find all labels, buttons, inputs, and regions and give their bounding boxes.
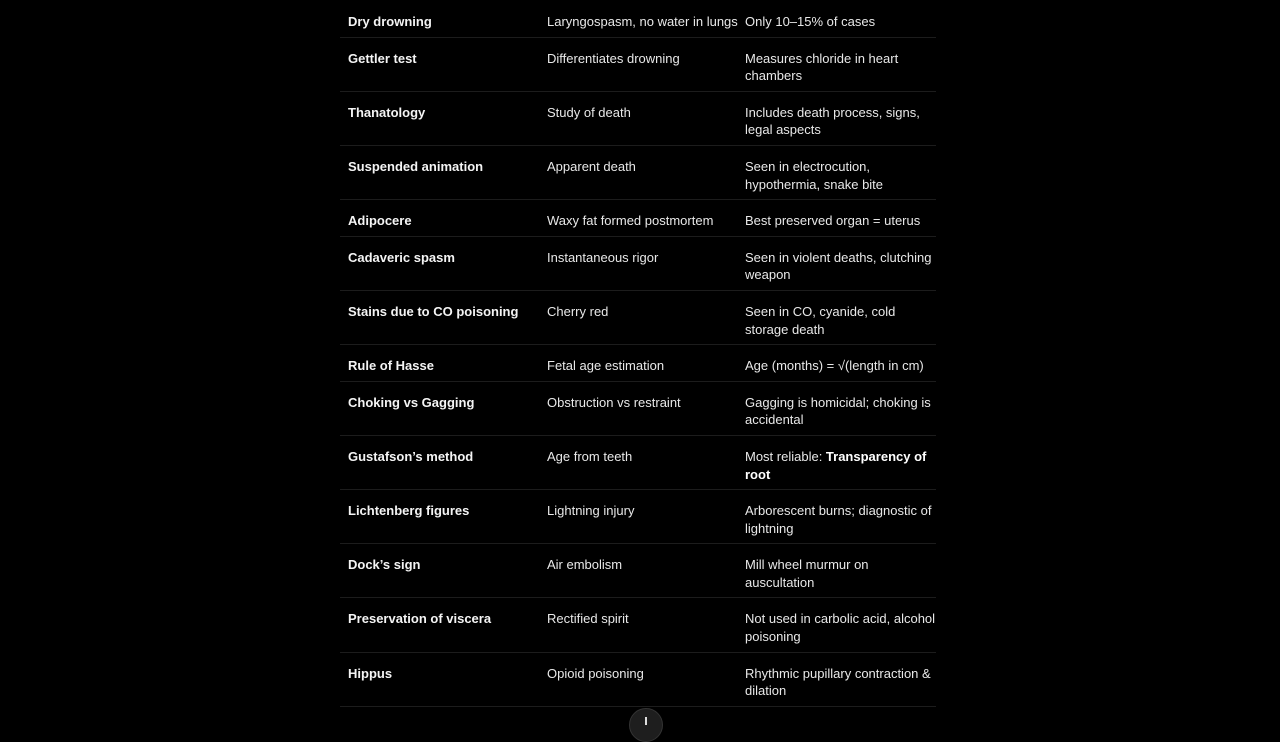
note-cell <box>745 50 936 85</box>
note-cell <box>745 158 936 193</box>
term-cell: Thanatology <box>348 104 426 120</box>
table-row <box>340 200 936 237</box>
table-row <box>340 146 936 200</box>
term-cell: Adipocere <box>348 213 412 229</box>
note-cell <box>745 394 936 429</box>
note-cell <box>745 357 936 375</box>
scroll-down-button[interactable] <box>629 708 663 742</box>
table-row <box>340 1 936 38</box>
note-cell <box>745 448 936 483</box>
term-cell: Rule of Hasse <box>348 358 434 374</box>
note-text: Only 10–15% of cases <box>745 14 876 29</box>
table-row <box>340 544 936 598</box>
note-text: Not used in carbolic acid, alcohol poisoning <box>745 611 936 645</box>
note-text: Most reliable: <box>745 448 826 464</box>
meaning-cell: Air embolism <box>547 557 623 573</box>
note-cell <box>745 502 936 537</box>
data-table <box>340 1 936 707</box>
table-row <box>340 598 936 652</box>
note-cell <box>745 665 936 700</box>
term-cell: Stains due to CO poisoning <box>348 303 519 319</box>
note-cell <box>745 249 936 284</box>
note-text: Age (months) = √(length in cm) <box>745 358 924 374</box>
term-cell: Suspended animation <box>348 158 484 174</box>
meaning-cell: Cherry red <box>547 303 609 319</box>
note-text: Seen in electrocution, hypothermia, snake bite <box>745 158 884 192</box>
meaning-cell: Opioid poisoning <box>547 665 644 681</box>
meaning-cell: Instantaneous rigor <box>547 249 659 265</box>
note-cell <box>745 610 936 645</box>
note-text: Arborescent burns; diagnostic of lightning <box>745 503 932 536</box>
note-cell <box>745 303 936 338</box>
note-text: Mill wheel murmur on auscultation <box>745 557 869 590</box>
note-text: Best preserved organ = uterus <box>745 213 921 229</box>
table-row <box>340 291 936 345</box>
term-cell: Gustafson’s method <box>348 448 474 464</box>
table-row <box>340 237 936 291</box>
table-row <box>340 490 936 544</box>
term-cell: Preservation of viscera <box>348 611 492 627</box>
meaning-cell: Lightning injury <box>547 503 635 519</box>
note-text: Includes death process, signs, legal aspects <box>745 104 920 138</box>
term-cell: Dock’s sign <box>348 557 421 573</box>
note-text: Gagging is homicidal; choking is accidental <box>745 394 931 428</box>
meaning-cell: Obstruction vs restraint <box>547 394 681 410</box>
term-cell: Gettler test <box>348 50 417 66</box>
term-cell: Dry drowning <box>348 14 432 29</box>
term-cell: Cadaveric spasm <box>348 249 455 265</box>
term-cell: Choking vs Gagging <box>348 394 475 410</box>
note-text: Measures chloride in heart chambers <box>745 50 899 84</box>
table-row <box>340 382 936 436</box>
meaning-cell: Apparent death <box>547 158 636 174</box>
meaning-cell: Study of death <box>547 104 631 120</box>
meaning-cell: Rectified spirit <box>547 611 629 627</box>
meaning-cell: Laryngospasm, no water in lungs <box>547 14 738 29</box>
note-cell <box>745 212 936 230</box>
meaning-cell: Fetal age estimation <box>547 358 665 374</box>
note-cell <box>745 13 936 31</box>
term-cell: Hippus <box>348 665 393 681</box>
table-row <box>340 38 936 92</box>
meaning-cell: Differentiates drowning <box>547 50 680 66</box>
term-cell: Lichtenberg figures <box>348 503 470 519</box>
note-cell <box>745 104 936 139</box>
meaning-cell: Age from teeth <box>547 448 633 464</box>
table-row <box>340 345 936 382</box>
note-bold-text: Transparency of root <box>745 448 927 482</box>
table-row <box>340 653 936 707</box>
note-text: Rhythmic pupillary contraction & dilation <box>745 665 931 699</box>
meaning-cell: Waxy fat formed postmortem <box>547 213 714 229</box>
note-text: Seen in violent deaths, clutching weapon <box>745 249 932 283</box>
table-row <box>340 92 936 146</box>
note-cell <box>745 556 936 591</box>
table-row <box>340 436 936 490</box>
note-text: Seen in CO, cyanide, cold storage death <box>745 303 896 337</box>
